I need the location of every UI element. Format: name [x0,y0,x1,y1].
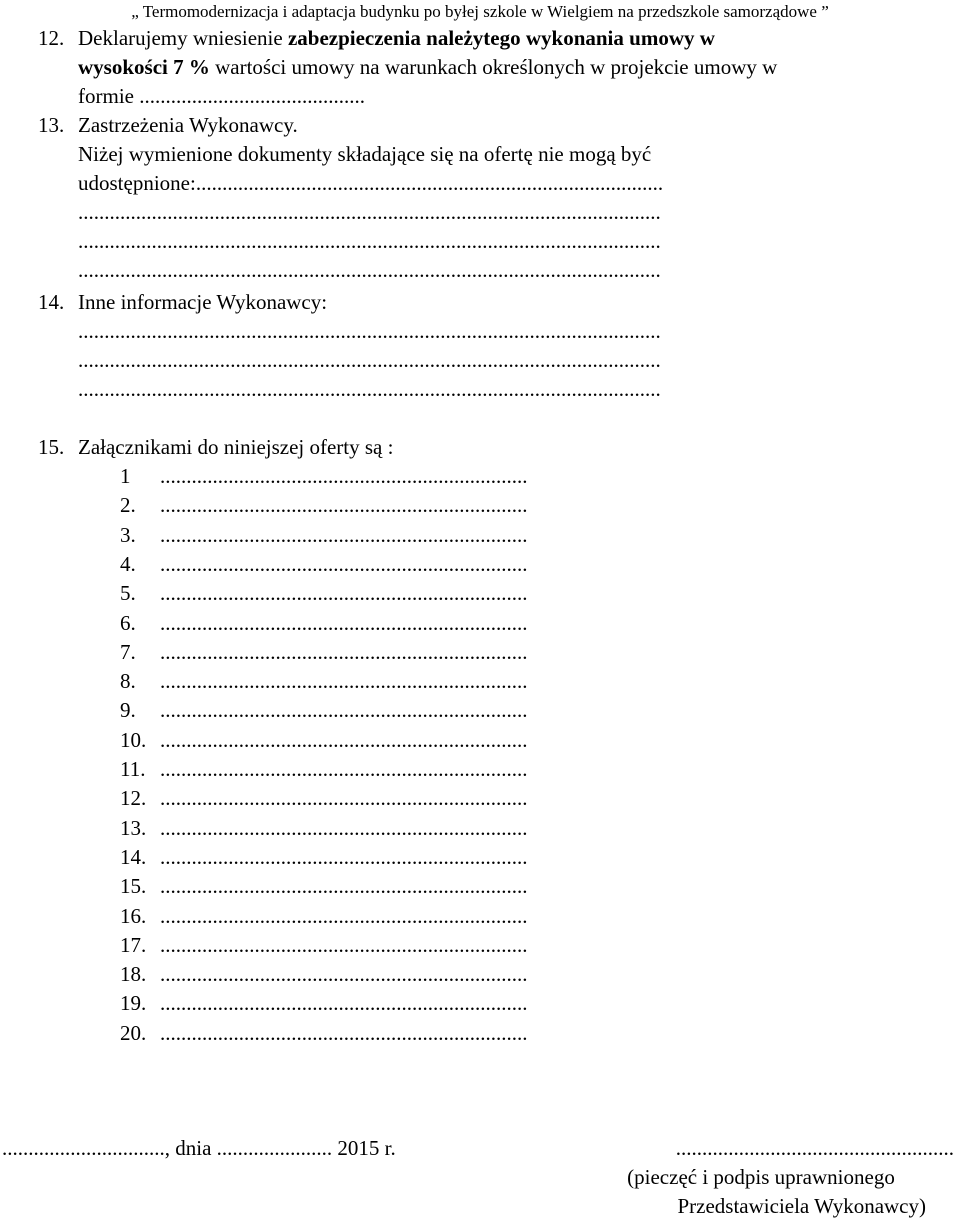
attachment-dots: ...................................................................... [160,669,528,694]
attachment-item [120,462,646,491]
attachment-dots: ...................................................................... [160,991,528,1016]
attachment-number: 2. [120,493,136,518]
attachment-dots: ...................................................................... [160,874,528,899]
attachment-item [120,579,646,608]
section-13-number: 13. [38,113,65,137]
attachment-dots: ...................................................................... [160,493,528,518]
attachment-dots: ...................................................................... [160,844,528,869]
attachment-number: 4. [120,551,136,576]
attachment-dots: ...................................................................... [160,815,528,840]
attachment-dots: ...................................................................... [160,903,528,928]
section-12-number: 12. [38,26,65,50]
attachment-item [120,667,646,696]
attachment-item [120,902,646,931]
attachment-dots: ...................................................................... [160,522,528,547]
attachment-item [120,1019,646,1048]
attachment-dots: ...................................................................... [160,757,528,781]
attachment-dots: ...................................................................... [160,581,528,606]
section-12-text-2: wartości umowy na warunkach określonych w projekcie umowy w [209,55,778,79]
attachment-number: 6. [120,610,136,635]
attachment-item [120,755,646,784]
section-14-dots-1: ............................................................................................................... [78,319,661,343]
attachment-number: 5. [120,581,136,606]
attachment-number: 11. [120,757,146,781]
attachment-item [120,726,646,755]
section-13-dots-2: ............................................................................................................... [78,229,661,253]
attachment-item [120,960,646,989]
section-12-line-1 [78,24,715,53]
attachment-dots: ...................................................................... [160,786,528,811]
section-12-text: Deklarujemy wniesienie [78,26,288,50]
attachment-dots: ...................................................................... [160,464,528,488]
section-13-text: Niżej wymienione dokumenty składające się na ofertę nie mogą być [78,142,652,166]
attachment-number: 14. [120,844,147,869]
attachment-number: 10. [120,727,147,752]
attachment-item [120,696,646,725]
attachment-number: 9. [120,698,136,723]
attachment-dots: ...................................................................... [160,1020,528,1045]
section-13-available-line: udostępnione:......................................................................................... [78,171,664,195]
section-14-dots-3: ............................................................................................................... [78,377,661,401]
section-12-amount: wysokości 7 % [78,55,210,79]
place-date-line: ..............................., dnia ...................... 2015 r. [2,1136,396,1160]
attachment-number: 20. [120,1020,147,1045]
section-13-title: Zastrzeżenia Wykonawcy. [78,113,298,137]
attachment-item [120,521,646,550]
signature-caption-2: Przedstawiciela Wykonawcy) [677,1194,926,1218]
attachment-dots: ...................................................................... [160,551,528,576]
attachment-number: 12. [120,786,147,811]
attachment-dots: ...................................................................... [160,639,528,664]
attachment-number: 1 [120,464,131,488]
attachment-item [120,638,646,667]
attachment-number: 8. [120,669,136,694]
signature-dots: ..................................................... [675,1136,954,1160]
attachment-number: 3. [120,522,136,547]
attachment-item [120,989,646,1018]
attachment-item [120,550,646,579]
section-13-dots-3: ............................................................................................................... [78,258,661,282]
section-14-title: Inne informacje Wykonawcy: [78,290,328,314]
attachment-item [120,814,646,843]
signature-caption-1: (pieczęć i podpis uprawnionego [627,1165,895,1189]
attachment-dots: ...................................................................... [160,698,528,723]
attachment-dots: ...................................................................... [160,962,528,987]
section-13-dots-1: ............................................................................................................... [78,200,661,224]
attachment-number: 17. [120,932,147,957]
attachment-dots: ...................................................................... [160,727,528,752]
section-14-dots-2: ............................................................................................................... [78,348,661,372]
attachment-dots: ...................................................................... [160,610,528,635]
attachment-number: 19. [120,991,147,1016]
attachment-number: 18. [120,962,147,987]
section-12-form: formie ........................................... [78,84,365,108]
attachment-number: 15. [120,874,147,899]
attachment-dots: ...................................................................... [160,932,528,957]
section-12-line-2 [78,53,777,82]
attachment-number: 16. [120,903,147,928]
attachment-item [120,784,646,813]
section-15-number: 15. [38,435,65,459]
attachment-number: 13. [120,815,147,840]
attachment-item [120,491,646,520]
attachment-item [120,872,646,901]
section-12-bold-text: zabezpieczenia należytego wykonania umowy w [287,26,715,50]
attachment-number: 7. [120,639,136,664]
attachment-item [120,609,646,638]
document-header: „ Termomodernizacja i adaptacja budynku po byłej szkole w Wielgiem na przedszkole samorządowe ” [131,2,829,21]
section-15-title: Załącznikami do niniejszej oferty są : [78,435,394,459]
attachment-item [120,931,646,960]
section-14-number: 14. [38,290,65,314]
attachment-item [120,843,646,872]
